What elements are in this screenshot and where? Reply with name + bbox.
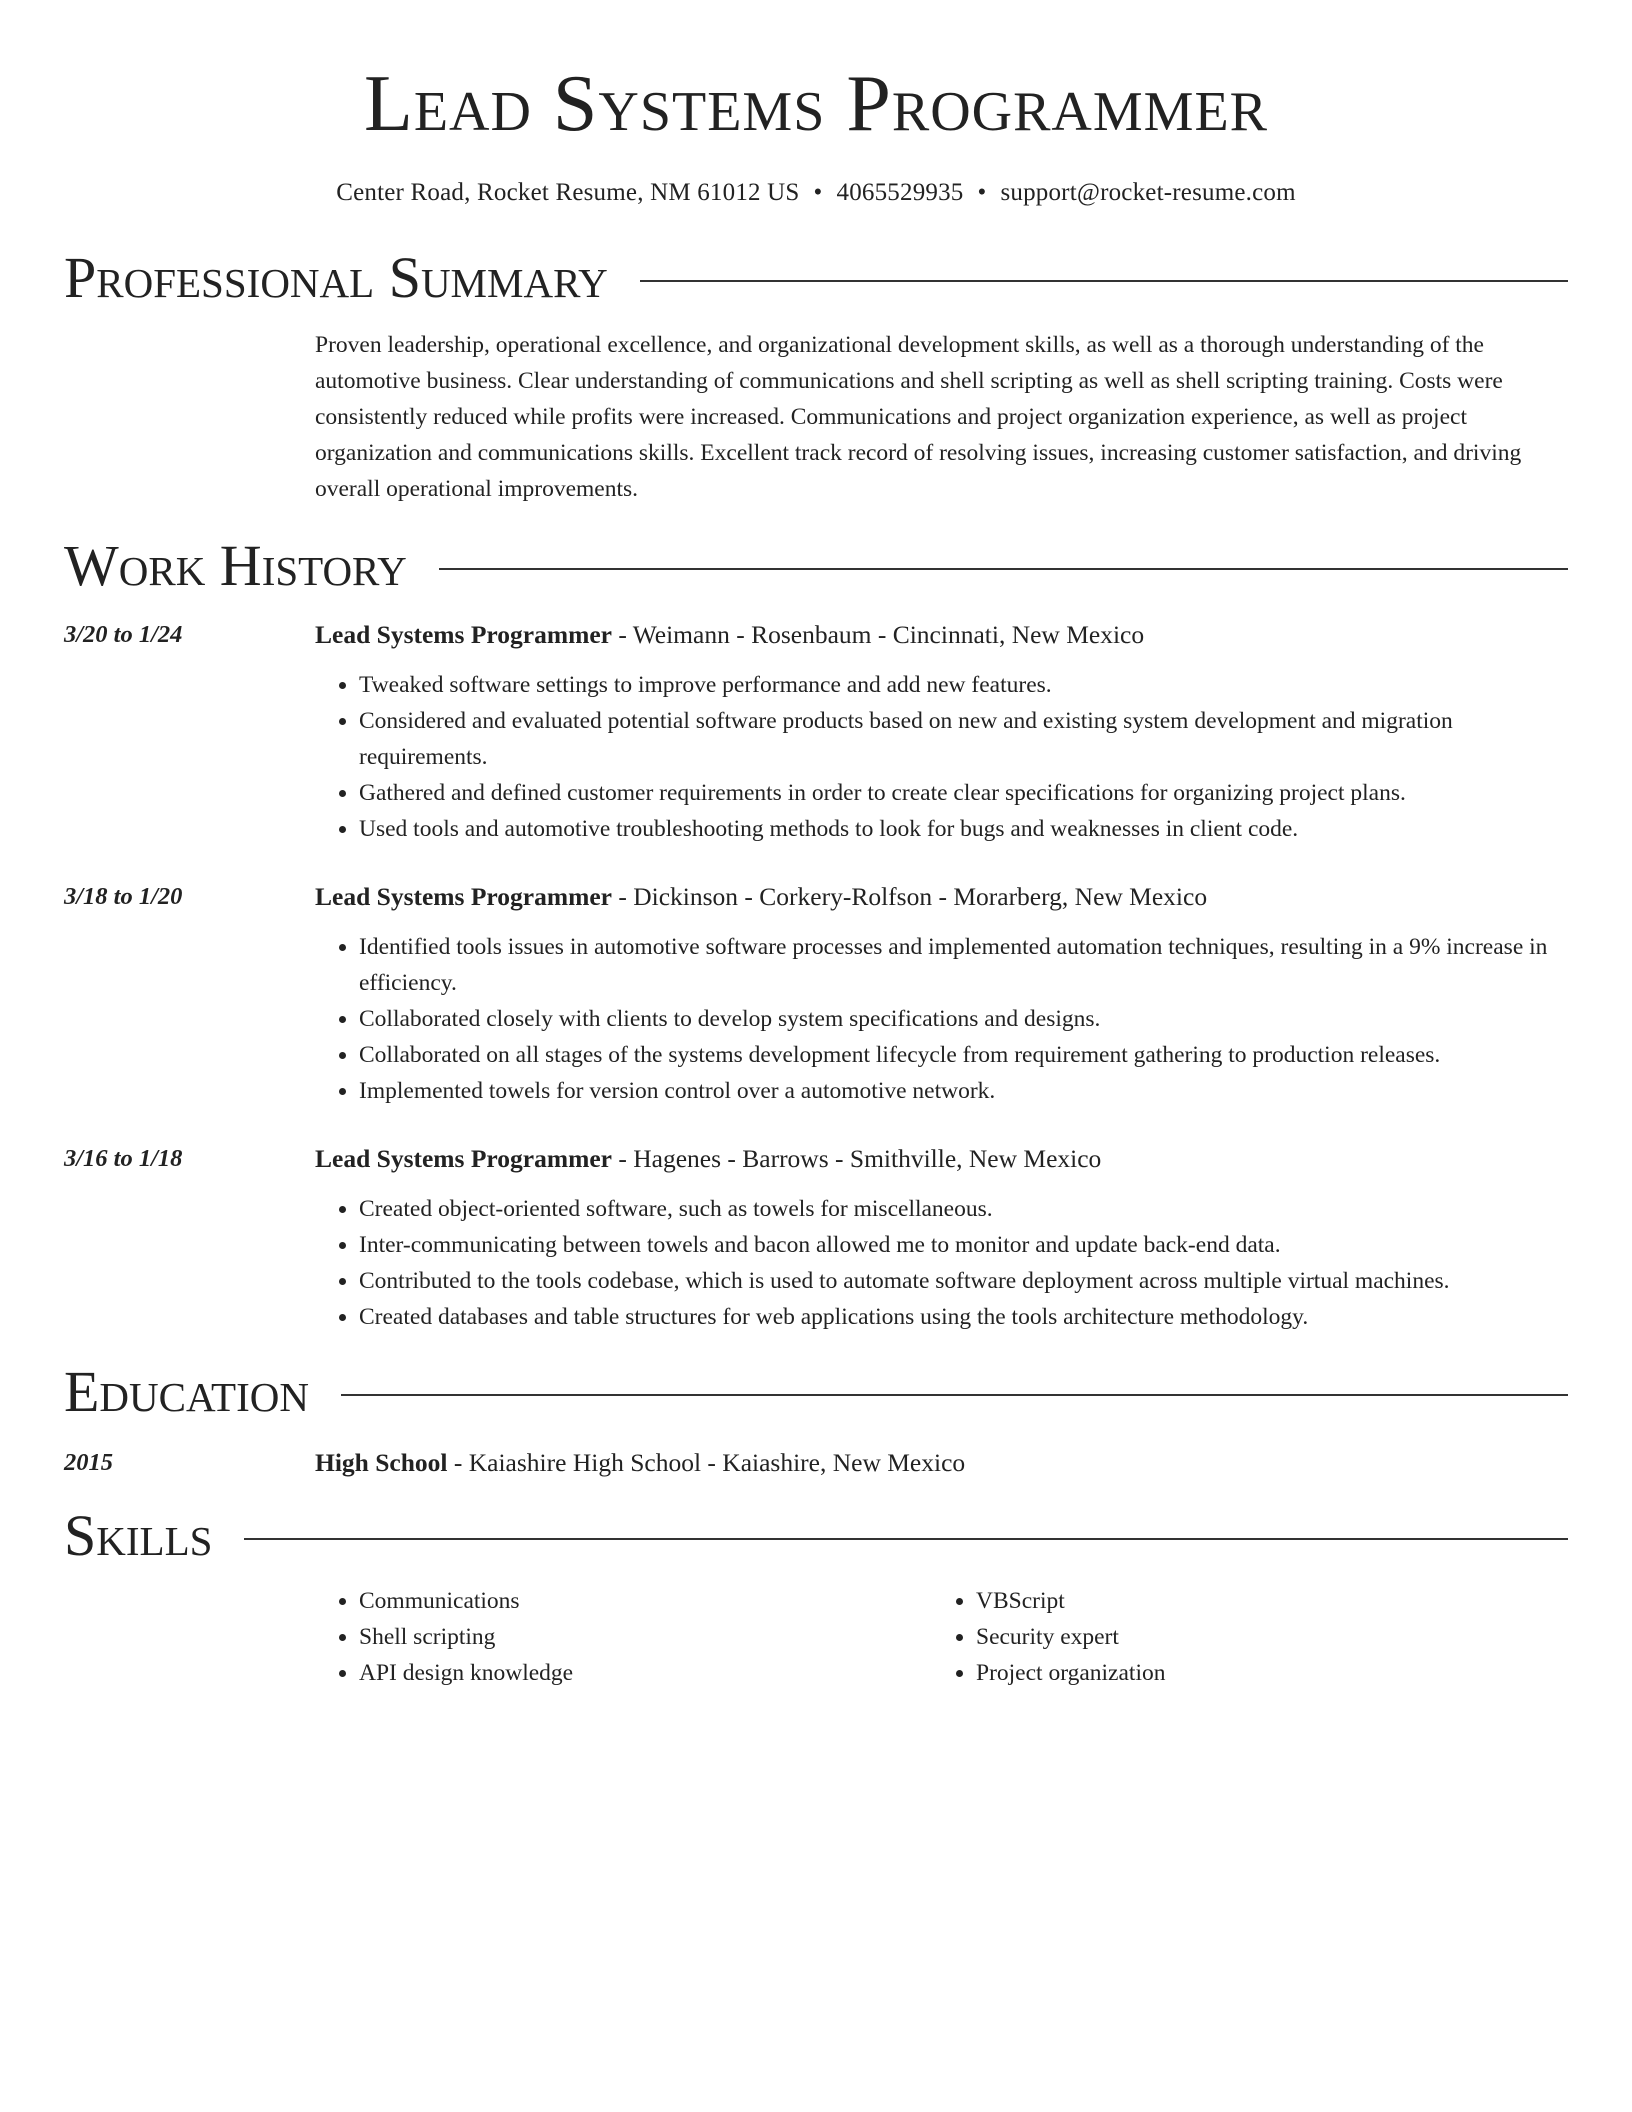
- contact-address: Center Road, Rocket Resume, NM 61012 US: [336, 179, 800, 206]
- education-heading: [315, 1445, 1568, 1481]
- job-role: Lead Systems Programmer: [315, 882, 612, 911]
- list-item: • Contributed to the tools codebase, which is used to automate software deployment across multiple virtual machines.: [359, 1263, 1568, 1299]
- section-divider: [341, 1394, 1568, 1396]
- skill-item: • Project organization: [976, 1655, 1549, 1691]
- skills-column-left: [315, 1583, 932, 1691]
- summary-text: Proven leadership, operational excellence, and organizational development skills, as well as a thorough understanding of the automotive business. Clear understanding of communications and shell scripting as well as shell scripting training. Costs were consistently reduced while profits were increased. Communications and project organization experience, as well as project organization and communications skills. Excellent track record of resolving issues, increasing customer satisfaction, and driving overall operational improvements.: [315, 332, 1522, 502]
- list-item: • Tweaked software settings to improve performance and add new features.: [359, 667, 1568, 703]
- job-body: [315, 879, 1568, 1109]
- skills-grid: [315, 1583, 1568, 1691]
- education-degree: High School: [315, 1448, 448, 1477]
- job-entry: [64, 1141, 1568, 1335]
- education-entry: [64, 1445, 1568, 1481]
- skills-list: [315, 1583, 932, 1691]
- job-body: [315, 1141, 1568, 1335]
- list-item: • Identified tools issues in automotive software processes and implemented automation techniques, resulting in a 9% increase in efficiency.: [359, 929, 1568, 1001]
- summary-section-title: Professional Summary: [64, 245, 608, 310]
- skill-item: • Security expert: [976, 1619, 1549, 1655]
- job-heading: [315, 1141, 1568, 1177]
- job-bullets: [315, 929, 1568, 1109]
- job-employer: - Hagenes - Barrows - Smithville, New Mexico: [611, 1144, 1102, 1173]
- education-section-header: [64, 1359, 1568, 1424]
- section-divider: [439, 568, 1568, 570]
- list-item: • Considered and evaluated potential software products based on new and existing system development and migration requirements.: [359, 703, 1568, 775]
- list-item: • Collaborated closely with clients to develop system specifications and designs.: [359, 1001, 1568, 1037]
- work-section-header: [64, 533, 1568, 598]
- skill-item: • VBScript: [976, 1583, 1549, 1619]
- education-section-title: Education: [64, 1359, 309, 1424]
- summary-section-header: [64, 245, 1568, 310]
- job-entry: [64, 617, 1568, 847]
- skills-section-header: [64, 1503, 1568, 1568]
- education-body: [315, 1445, 1568, 1481]
- job-bullets: [315, 667, 1568, 847]
- job-role: Lead Systems Programmer: [315, 1144, 612, 1173]
- resume-name: Lead Systems Programmer: [363, 60, 1269, 148]
- job-dates: 3/16 to 1/18: [64, 1145, 183, 1172]
- job-bullets: [315, 1191, 1568, 1335]
- list-item: • Created object-oriented software, such as towels for miscellaneous.: [359, 1191, 1568, 1227]
- job-heading: [315, 879, 1568, 915]
- job-dates: 3/18 to 1/20: [64, 883, 183, 910]
- contact-email: support@rocket-resume.com: [1000, 179, 1296, 206]
- job-employer: - Dickinson - Corkery-Rolfson - Morarberg, New Mexico: [611, 882, 1208, 911]
- list-item: • Implemented towels for version control over a automotive network.: [359, 1073, 1568, 1109]
- skill-item: • Communications: [359, 1583, 932, 1619]
- job-role: Lead Systems Programmer: [315, 620, 612, 649]
- work-history-list: [64, 617, 1568, 1335]
- section-divider: [640, 280, 1568, 282]
- work-section-title: Work History: [64, 533, 407, 598]
- skill-item: • API design knowledge: [359, 1655, 932, 1691]
- list-item: • Used tools and automotive troubleshooting methods to look for bugs and weaknesses in client code.: [359, 811, 1568, 847]
- job-dates: 3/20 to 1/24: [64, 621, 183, 648]
- education-year: 2015: [64, 1449, 113, 1476]
- education-school: - Kaiashire High School - Kaiashire, New Mexico: [447, 1448, 966, 1477]
- contact-line: [64, 179, 1568, 207]
- list-item: • Created databases and table structures for web applications using the tools architecture methodology.: [359, 1299, 1568, 1335]
- list-item: • Gathered and defined customer requirements in order to create clear specifications for organizing project plans.: [359, 775, 1568, 811]
- skill-item: • Shell scripting: [359, 1619, 932, 1655]
- skills-list: [932, 1583, 1549, 1691]
- job-entry: [64, 879, 1568, 1109]
- job-heading: [315, 617, 1568, 653]
- section-divider: [244, 1538, 1568, 1540]
- contact-separator: •: [813, 179, 823, 206]
- contact-separator: •: [977, 179, 987, 206]
- contact-phone: 4065529935: [836, 179, 964, 206]
- list-item: • Inter-communicating between towels and bacon allowed me to monitor and update back-end data.: [359, 1227, 1568, 1263]
- list-item: • Collaborated on all stages of the systems development lifecycle from requirement gathering to production releases.: [359, 1037, 1568, 1073]
- job-employer: - Weimann - Rosenbaum - Cincinnati, New Mexico: [611, 620, 1145, 649]
- skills-section-title: Skills: [64, 1503, 213, 1568]
- skills-column-right: [932, 1583, 1549, 1691]
- job-body: [315, 617, 1568, 847]
